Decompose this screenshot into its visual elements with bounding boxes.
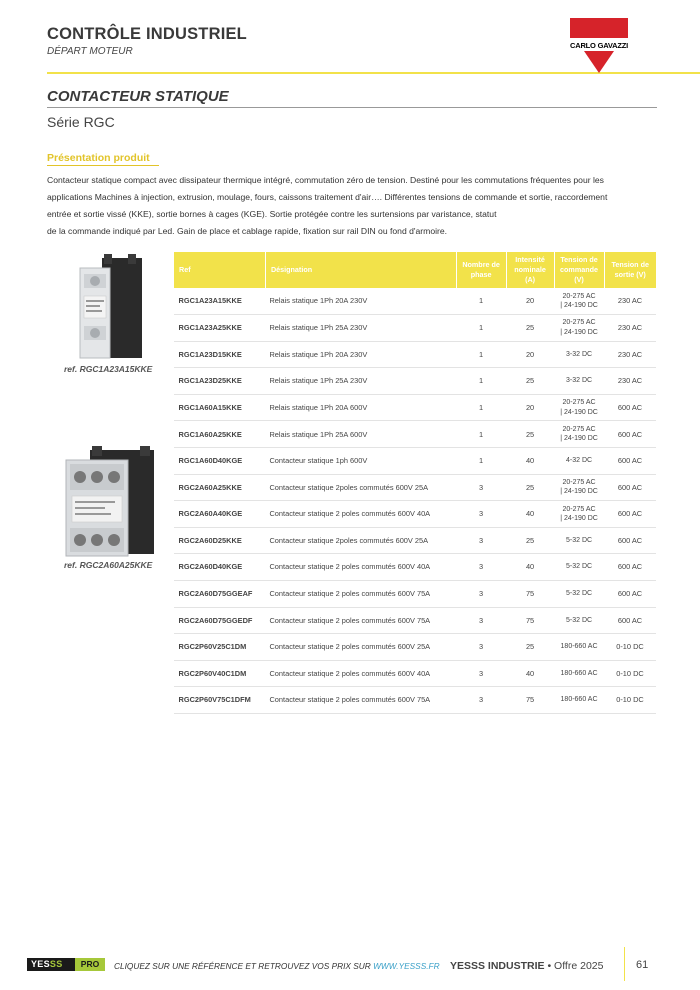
cell-designation: Contacteur statique 2 poles commutés 600V 25A (265, 634, 456, 661)
cell-command (554, 660, 604, 687)
section-divider (47, 107, 657, 108)
command-line: 20-275 AC (562, 292, 596, 300)
cell-phases: 3 (456, 660, 506, 687)
cell-command (554, 474, 604, 501)
image-caption-2: ref. RGC2A60A25KKE (64, 560, 153, 570)
logo-red-bar (570, 18, 628, 38)
command-line: 5-32 DC (565, 616, 593, 624)
cell-phases: 3 (456, 634, 506, 661)
cell-phases: 3 (456, 607, 506, 634)
badge-pro: PRO (75, 958, 105, 971)
product-image-rgc1 (76, 254, 146, 362)
command-line: 4-32 DC (565, 457, 593, 465)
command-line: 20-275 AC (562, 319, 596, 327)
image-caption-1: ref. RGC1A23A15KKE (64, 364, 153, 374)
badge-yes: YES (31, 959, 50, 969)
cell-output: 600 AC (604, 501, 656, 528)
cell-ref[interactable]: RGC2A60A40KGE (174, 501, 266, 528)
cell-output: 230 AC (604, 315, 656, 342)
cell-intensity: 25 (506, 315, 554, 342)
cell-designation: Relais statique 1Ph 25A 230V (265, 368, 456, 395)
presentation-text (47, 172, 657, 240)
cell-ref[interactable]: RGC2A60D75GGEDF (174, 607, 266, 634)
command-line: | 24-190 DC (560, 515, 598, 523)
cell-phases: 3 (456, 687, 506, 714)
presentation-line: applications Machines à injection, extrusion, moulage, fours, caissons traitement d'air…. Différentes tensions de commande et sortie, raccordement (47, 192, 608, 202)
command-line: 5-32 DC (565, 536, 593, 544)
table-row (174, 394, 657, 421)
command-line: | 24-190 DC (560, 435, 598, 443)
table-row (174, 581, 657, 608)
cell-output: 0-10 DC (604, 660, 656, 687)
cell-intensity: 25 (506, 634, 554, 661)
command-line: 20-275 AC (562, 505, 596, 513)
cell-command (554, 527, 604, 554)
cell-phases: 3 (456, 527, 506, 554)
logo-text: CARLO GAVAZZI (570, 41, 628, 50)
cell-designation: Relais statique 1Ph 25A 600V (265, 421, 456, 448)
cell-output: 600 AC (604, 394, 656, 421)
cell-phases: 3 (456, 501, 506, 528)
cell-ref[interactable]: RGC2P60V25C1DM (174, 634, 266, 661)
cell-command (554, 368, 604, 395)
cell-intensity: 75 (506, 581, 554, 608)
cell-output: 600 AC (604, 581, 656, 608)
page-number: 61 (636, 959, 649, 971)
presentation-underline (47, 165, 159, 166)
cell-intensity: 25 (506, 474, 554, 501)
cell-phases: 1 (456, 448, 506, 475)
command-line: 5-32 DC (565, 563, 593, 571)
yesss-pro-badge (27, 958, 105, 971)
cell-intensity: 40 (506, 660, 554, 687)
col-header-command: Tension de commande (V) (554, 252, 604, 288)
table-body (174, 288, 657, 714)
col-header-phases: Nombre de phase (456, 252, 506, 288)
cell-command (554, 501, 604, 528)
command-line: 180-660 AC (560, 669, 598, 677)
cell-phases: 1 (456, 368, 506, 395)
cell-designation: Contacteur statique 2 poles commutés 600V 75A (265, 581, 456, 608)
footer-cta (114, 961, 440, 971)
presentation-title: Présentation produit (47, 152, 150, 164)
cell-command (554, 448, 604, 475)
product-image-rgc2 (62, 446, 158, 562)
command-line: 3-32 DC (565, 377, 593, 385)
table-row (174, 634, 657, 661)
cell-output: 600 AC (604, 607, 656, 634)
cell-output: 0-10 DC (604, 687, 656, 714)
table-row (174, 501, 657, 528)
cell-ref[interactable]: RGC2P60V75C1DFM (174, 687, 266, 714)
cell-designation: Relais statique 1Ph 20A 600V (265, 394, 456, 421)
command-line: 5-32 DC (565, 590, 593, 598)
cell-ref[interactable]: RGC1A23D15KKE (174, 341, 266, 368)
cell-command (554, 581, 604, 608)
logo-triangle-icon (584, 51, 614, 73)
cell-ref[interactable]: RGC1A60D40KGE (174, 448, 266, 475)
cell-intensity: 75 (506, 687, 554, 714)
command-line: | 24-190 DC (560, 302, 598, 310)
command-line: 20-275 AC (562, 399, 596, 407)
cell-command (554, 421, 604, 448)
header-title: CONTRÔLE INDUSTRIEL (47, 25, 247, 43)
cell-output: 0-10 DC (604, 634, 656, 661)
cell-output: 600 AC (604, 527, 656, 554)
cell-intensity: 75 (506, 607, 554, 634)
cell-ref[interactable]: RGC1A60A25KKE (174, 421, 266, 448)
cell-ref[interactable]: RGC2A60D25KKE (174, 527, 266, 554)
cell-phases: 1 (456, 421, 506, 448)
cell-intensity: 20 (506, 341, 554, 368)
col-header-ref: Ref (174, 252, 266, 288)
cell-designation: Relais statique 1Ph 20A 230V (265, 341, 456, 368)
badge-yesss (31, 959, 63, 969)
table-row (174, 288, 657, 315)
cell-designation: Contacteur statique 1ph 600V (265, 448, 456, 475)
cell-phases: 1 (456, 288, 506, 315)
table-row (174, 368, 657, 395)
footer-separator (624, 947, 625, 981)
cell-intensity: 20 (506, 288, 554, 315)
table-row (174, 660, 657, 687)
cell-phases: 3 (456, 474, 506, 501)
cell-phases: 3 (456, 581, 506, 608)
command-line: 20-275 AC (562, 478, 596, 486)
cell-ref[interactable]: RGC1A23A25KKE (174, 315, 266, 342)
footer-cta-text: CLIQUEZ SUR UNE RÉFÉRENCE ET RETROUVEZ VOS PRIX SUR (114, 961, 371, 971)
col-header-designation: Désignation (265, 252, 456, 288)
header-subtitle: DÉPART MOTEUR (47, 46, 133, 57)
cell-intensity: 25 (506, 368, 554, 395)
table-row (174, 315, 657, 342)
carlo-gavazzi-logo (570, 18, 628, 74)
table-row (174, 687, 657, 714)
cell-output: 230 AC (604, 288, 656, 315)
presentation-line: Contacteur statique compact avec dissipateur thermique intégré, commutation zéro de tension. Destiné pour les commutations fréquentes pour les (47, 175, 604, 185)
table-row (174, 341, 657, 368)
cell-command (554, 554, 604, 581)
cell-intensity: 40 (506, 501, 554, 528)
cell-command (554, 288, 604, 315)
cell-command (554, 634, 604, 661)
cell-ref[interactable]: RGC2A60D75GGEAF (174, 581, 266, 608)
table-row (174, 421, 657, 448)
cell-output: 230 AC (604, 341, 656, 368)
cell-ref[interactable]: RGC2P60V40C1DM (174, 660, 266, 687)
command-line: 180-660 AC (560, 696, 598, 704)
cell-command (554, 607, 604, 634)
cell-ref[interactable]: RGC1A60A15KKE (174, 394, 266, 421)
col-header-output: Tension de sortie (V) (604, 252, 656, 288)
table-row (174, 554, 657, 581)
cell-designation: Contacteur statique 2 poles commutés 600V 40A (265, 660, 456, 687)
cell-intensity: 40 (506, 448, 554, 475)
footer (0, 955, 700, 979)
command-line: 3-32 DC (565, 350, 593, 358)
cell-ref[interactable]: RGC1A23D25KKE (174, 368, 266, 395)
command-line: 20-275 AC (562, 425, 596, 433)
col-header-intensity: Intensité nominale (A) (506, 252, 554, 288)
table-row (174, 448, 657, 475)
cell-ref[interactable]: RGC2A60D40KGE (174, 554, 266, 581)
cell-designation: Relais statique 1Ph 25A 230V (265, 315, 456, 342)
cell-output: 600 AC (604, 474, 656, 501)
cell-designation: Relais statique 1Ph 20A 230V (265, 288, 456, 315)
cell-command (554, 341, 604, 368)
footer-brand-offer: • Offre 2025 (544, 960, 604, 972)
footer-site-link[interactable]: WWW.YESSS.FR (373, 961, 440, 971)
table-row (174, 527, 657, 554)
footer-brand (450, 960, 603, 972)
cell-ref[interactable]: RGC1A23A15KKE (174, 288, 266, 315)
badge-ss: SS (49, 959, 63, 969)
command-line: 180-660 AC (560, 643, 598, 651)
cell-phases: 1 (456, 394, 506, 421)
table-row (174, 607, 657, 634)
cell-output: 600 AC (604, 421, 656, 448)
cell-designation: Contacteur statique 2 poles commutés 600V 75A (265, 607, 456, 634)
cell-designation: Contacteur statique 2 poles commutés 600V 40A (265, 501, 456, 528)
cell-intensity: 20 (506, 394, 554, 421)
cell-intensity: 25 (506, 527, 554, 554)
command-line: | 24-190 DC (560, 488, 598, 496)
product-table (173, 252, 656, 714)
cell-designation: Contacteur statique 2poles commutés 600V 25A (265, 527, 456, 554)
cell-designation: Contacteur statique 2 poles commutés 600V 75A (265, 687, 456, 714)
cell-output: 600 AC (604, 554, 656, 581)
cell-phases: 1 (456, 341, 506, 368)
presentation-line: de la commande indiqué par Led. Gain de place et cablage rapide, fixation sur rail DIN ou fond d'armoire. (47, 226, 448, 236)
command-line: | 24-190 DC (560, 328, 598, 336)
cell-command (554, 394, 604, 421)
cell-intensity: 40 (506, 554, 554, 581)
cell-intensity: 25 (506, 421, 554, 448)
cell-ref[interactable]: RGC2A60A25KKE (174, 474, 266, 501)
cell-phases: 1 (456, 315, 506, 342)
cell-phases: 3 (456, 554, 506, 581)
footer-brand-name: YESSS INDUSTRIE (450, 960, 545, 972)
table-header-row (174, 252, 657, 288)
section-title: CONTACTEUR STATIQUE (47, 88, 229, 105)
series-name: Série RGC (47, 114, 115, 130)
cell-output: 230 AC (604, 368, 656, 395)
cell-designation: Contacteur statique 2 poles commutés 600V 40A (265, 554, 456, 581)
presentation-line: entrée et sortie vissé (KKE), sortie bornes à cages (KGE). Sortie protégée contre les surtensions par varistance, statut (47, 209, 497, 219)
cell-command (554, 315, 604, 342)
cell-designation: Contacteur statique 2poles commutés 600V 25A (265, 474, 456, 501)
command-line: | 24-190 DC (560, 408, 598, 416)
cell-output: 600 AC (604, 448, 656, 475)
table-row (174, 474, 657, 501)
cell-command (554, 687, 604, 714)
